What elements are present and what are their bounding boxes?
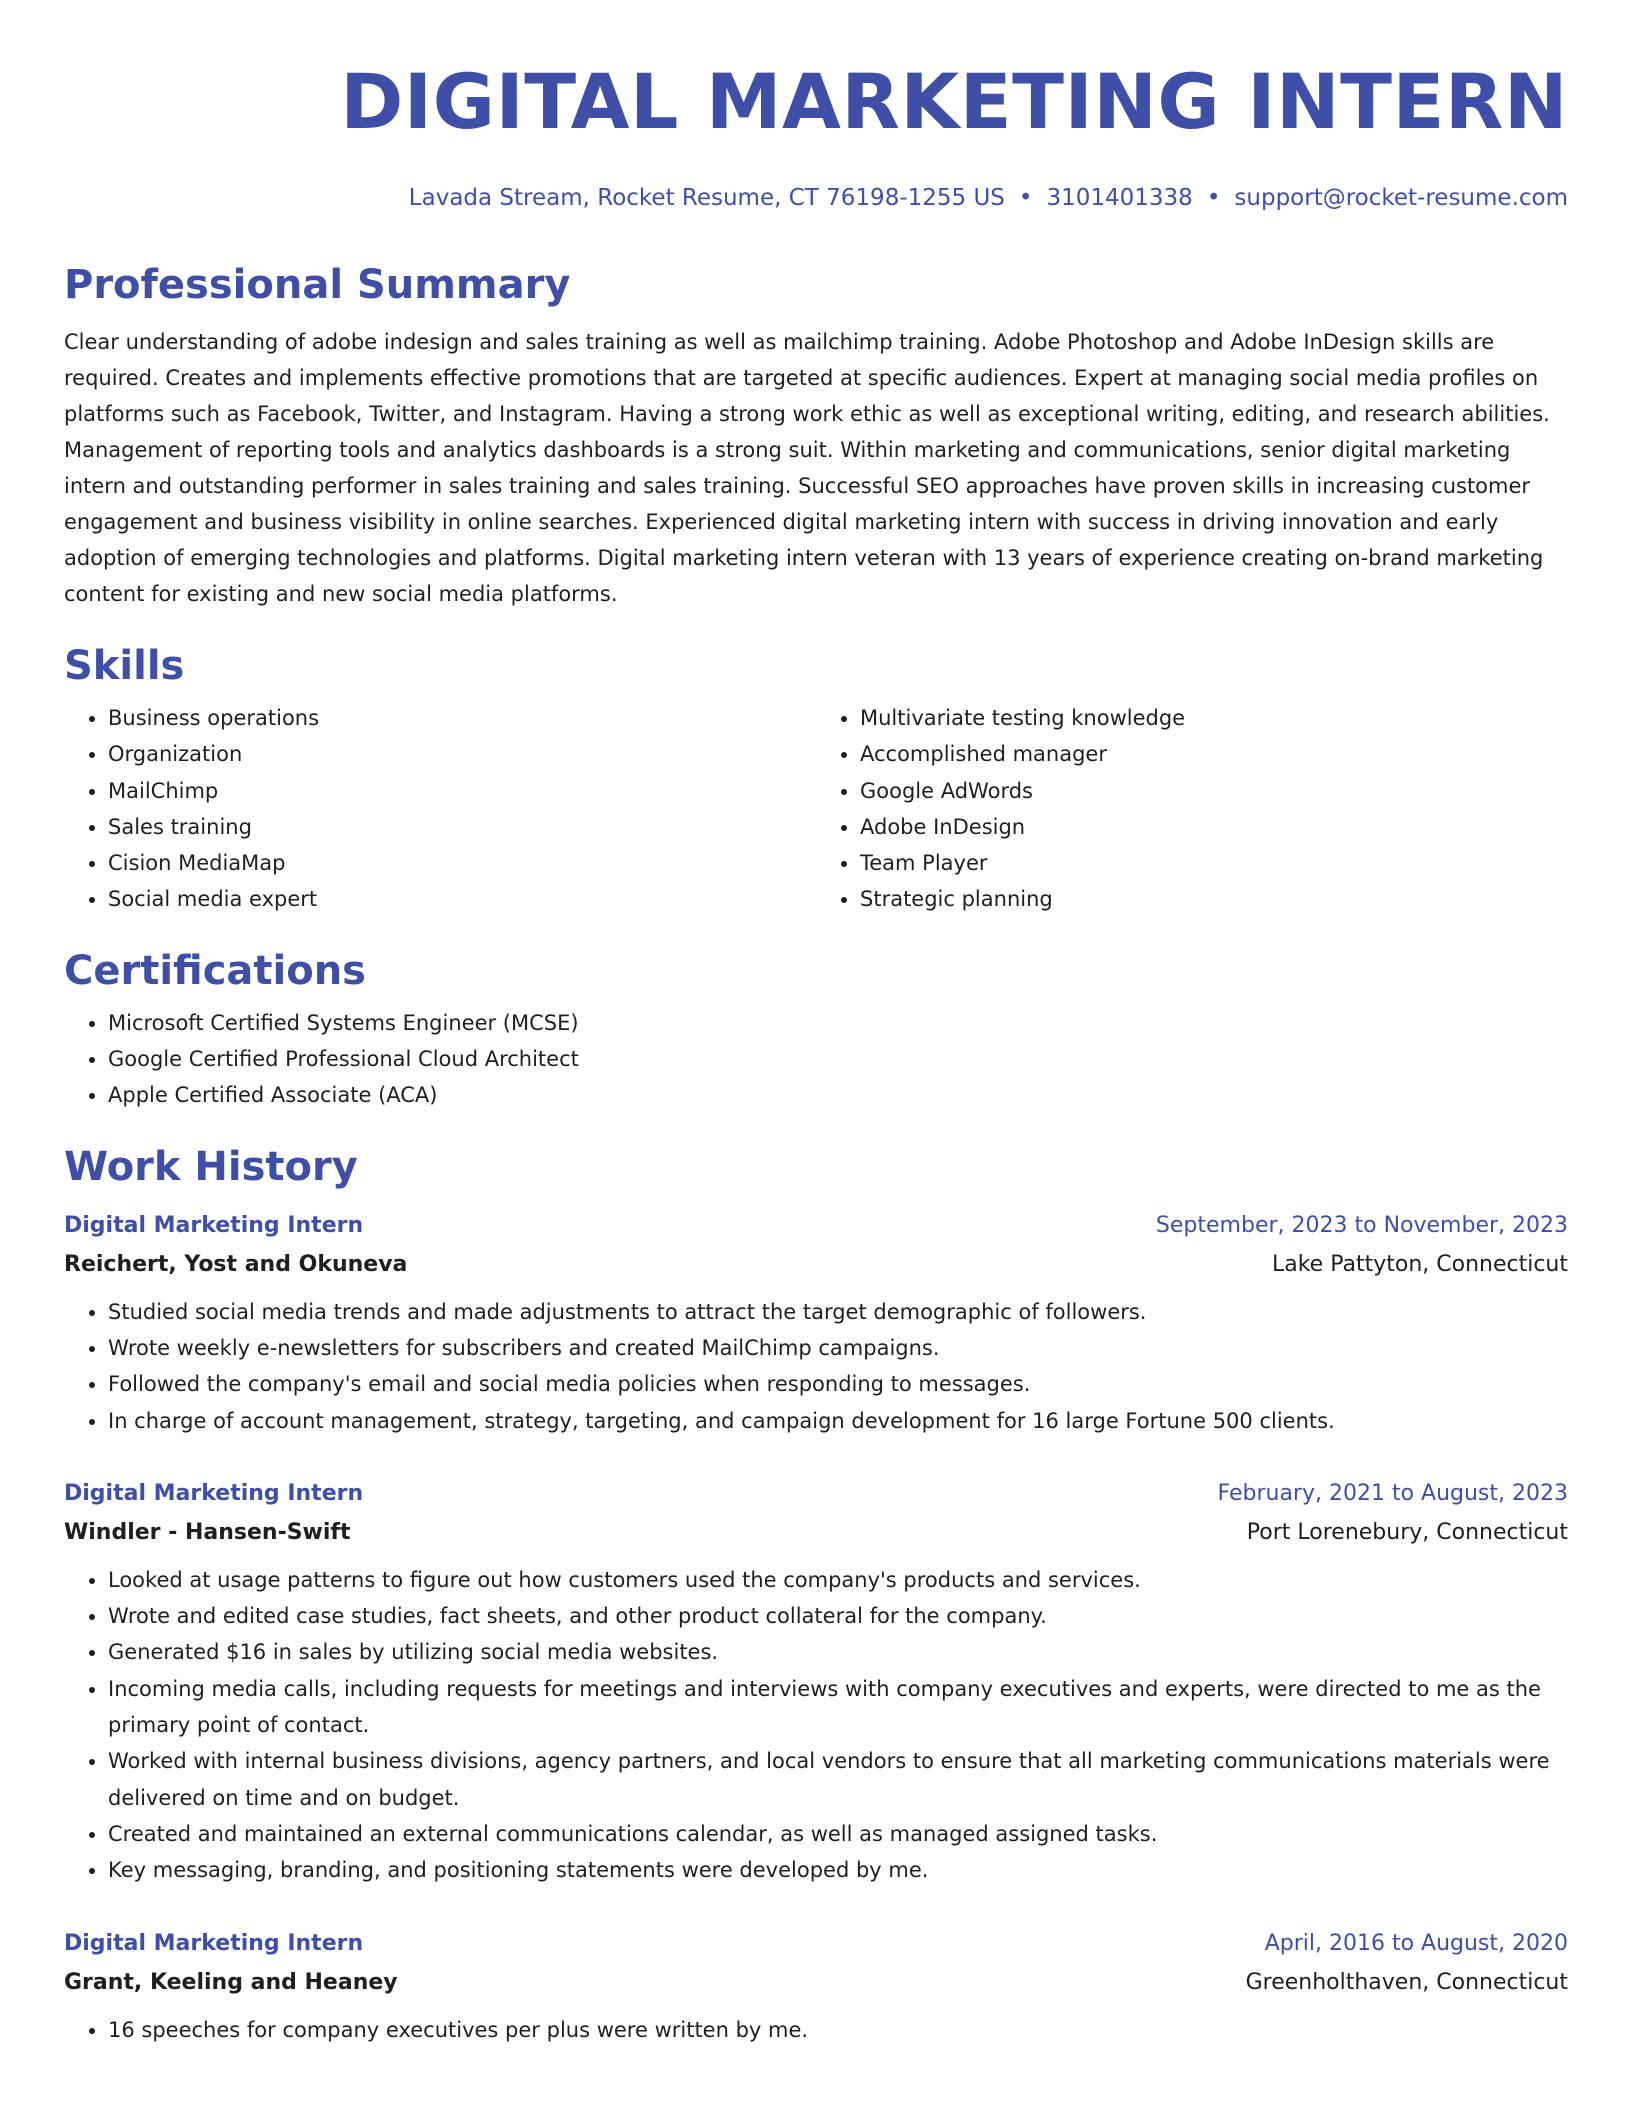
contact-line (64, 185, 1568, 211)
skill-item: • Multivariate testing knowledge (860, 700, 1568, 736)
job-role: Digital Marketing Intern (64, 1480, 364, 1506)
work-history-heading: Work History (64, 1143, 358, 1190)
certification-item: • Apple Certified Associate (ACA) (108, 1077, 1568, 1113)
job-bullet: • Looked at usage patterns to figure out how customers used the company's products and services. (108, 1562, 1568, 1598)
skill-item: • Google AdWords (860, 773, 1568, 809)
job-bullet: • Studied social media trends and made adjustments to attract the target demographic of followers. (108, 1294, 1568, 1330)
job-dates: February, 2021 to August, 2023 (1217, 1480, 1568, 1506)
job-dates: September, 2023 to November, 2023 (1155, 1212, 1568, 1238)
certification-item: • Google Certified Professional Cloud Architect (108, 1041, 1568, 1077)
job-subheader (64, 1963, 1568, 2003)
job-bullet: • Wrote and edited case studies, fact sheets, and other product collateral for the company. (108, 1598, 1568, 1634)
job-bullet: • Incoming media calls, including requests for meetings and interviews with company executives and experts, were directed to me as the primary point of contact. (108, 1671, 1568, 1744)
job-bullets (64, 1562, 1568, 1889)
job-bullets (64, 2012, 1568, 2048)
contact-separator: • (1018, 185, 1033, 211)
job-company: Windler - Hansen-Swift (64, 1519, 351, 1545)
job-entry (64, 1925, 1568, 2048)
skill-item: • Team Player (860, 845, 1568, 881)
job-role: Digital Marketing Intern (64, 1212, 364, 1238)
resume-header (64, 0, 1568, 211)
job-company: Reichert, Yost and Okuneva (64, 1251, 408, 1277)
job-bullets (64, 1294, 1568, 1439)
job-header (64, 1475, 1568, 1513)
contact-phone: 3101401338 (1046, 185, 1193, 211)
job-subheader (64, 1245, 1568, 1285)
job-bullet: • In charge of account management, strategy, targeting, and campaign development for 16 large Fortune 500 clients. (108, 1403, 1568, 1439)
skill-item: • Sales training (108, 809, 816, 845)
skills-columns (64, 700, 1568, 918)
certifications-heading: Certifications (64, 947, 366, 994)
skill-item: • Adobe InDesign (860, 809, 1568, 845)
job-location: Lake Pattyton, Connecticut (1271, 1251, 1568, 1277)
job-bullet: • Worked with internal business divisions, agency partners, and local vendors to ensure that all marketing communications materials were delivered on time and on budget. (108, 1743, 1568, 1816)
contact-separator: • (1206, 185, 1221, 211)
job-header (64, 1207, 1568, 1245)
job-bullet: • Generated $16 in sales by utilizing social media websites. (108, 1634, 1568, 1670)
job-company: Grant, Keeling and Heaney (64, 1969, 398, 1995)
skill-item: • Accomplished manager (860, 736, 1568, 772)
contact-address: Lavada Stream, Rocket Resume, CT 76198-1255 US (408, 185, 1005, 211)
job-header (64, 1925, 1568, 1963)
job-entry (64, 1207, 1568, 1439)
job-bullet: • Wrote weekly e-newsletters for subscribers and created MailChimp campaigns. (108, 1330, 1568, 1366)
skills-right-list (816, 700, 1568, 918)
job-entry (64, 1475, 1568, 1889)
job-bullet: • Key messaging, branding, and positioning statements were developed by me. (108, 1852, 1568, 1888)
summary-text: Clear understanding of adobe indesign and sales training as well as mailchimp training. Adobe Photoshop and Adobe InDesign skills are required. Creates and implements effective promotions that are targeted at specific audiences. Expert at managing social media profiles on platforms such as Facebook, Twitter, and Instagram. Having a strong work ethic as well as exceptional writing, editing, and research abilities. Management of reporting tools and analytics dashboards is a strong suit. Within marketing and communications, senior digital marketing intern and outstanding performer in sales training and sales training. Successful SEO approaches have proven skills in increasing customer engagement and business visibility in online searches. Experienced digital marketing intern with success in driving innovation and early adoption of emerging technologies and platforms. Digital marketing intern veteran with 13 years of experience creating on-brand marketing content for existing and new social media platforms. (64, 330, 1550, 606)
job-role: Digital Marketing Intern (64, 1930, 364, 1956)
skill-item: • Business operations (108, 700, 816, 736)
job-location: Greenholthaven, Connecticut (1245, 1969, 1568, 1995)
job-subheader (64, 1513, 1568, 1553)
skill-item: • Social media expert (108, 881, 816, 917)
summary-heading: Professional Summary (64, 262, 571, 308)
skills-left-list (64, 700, 816, 918)
certifications-list (64, 1005, 1568, 1114)
skill-item: • Cision MediaMap (108, 845, 816, 881)
job-bullet: • Followed the company's email and social media policies when responding to messages. (108, 1366, 1568, 1402)
job-location: Port Lorenebury, Connecticut (1246, 1519, 1568, 1545)
skills-heading: Skills (64, 643, 185, 689)
skill-item: • Organization (108, 736, 816, 772)
candidate-title: DIGITAL MARKETING INTERN (340, 57, 1568, 146)
skill-item: • MailChimp (108, 773, 816, 809)
job-bullet: • Created and maintained an external communications calendar, as well as managed assigned tasks. (108, 1816, 1568, 1852)
job-dates: April, 2016 to August, 2020 (1264, 1930, 1568, 1956)
skill-item: • Strategic planning (860, 881, 1568, 917)
contact-email: support@rocket-resume.com (1234, 185, 1568, 211)
job-bullet: • 16 speeches for company executives per plus were written by me. (108, 2012, 1568, 2048)
certification-item: • Microsoft Certified Systems Engineer (MCSE) (108, 1005, 1568, 1041)
